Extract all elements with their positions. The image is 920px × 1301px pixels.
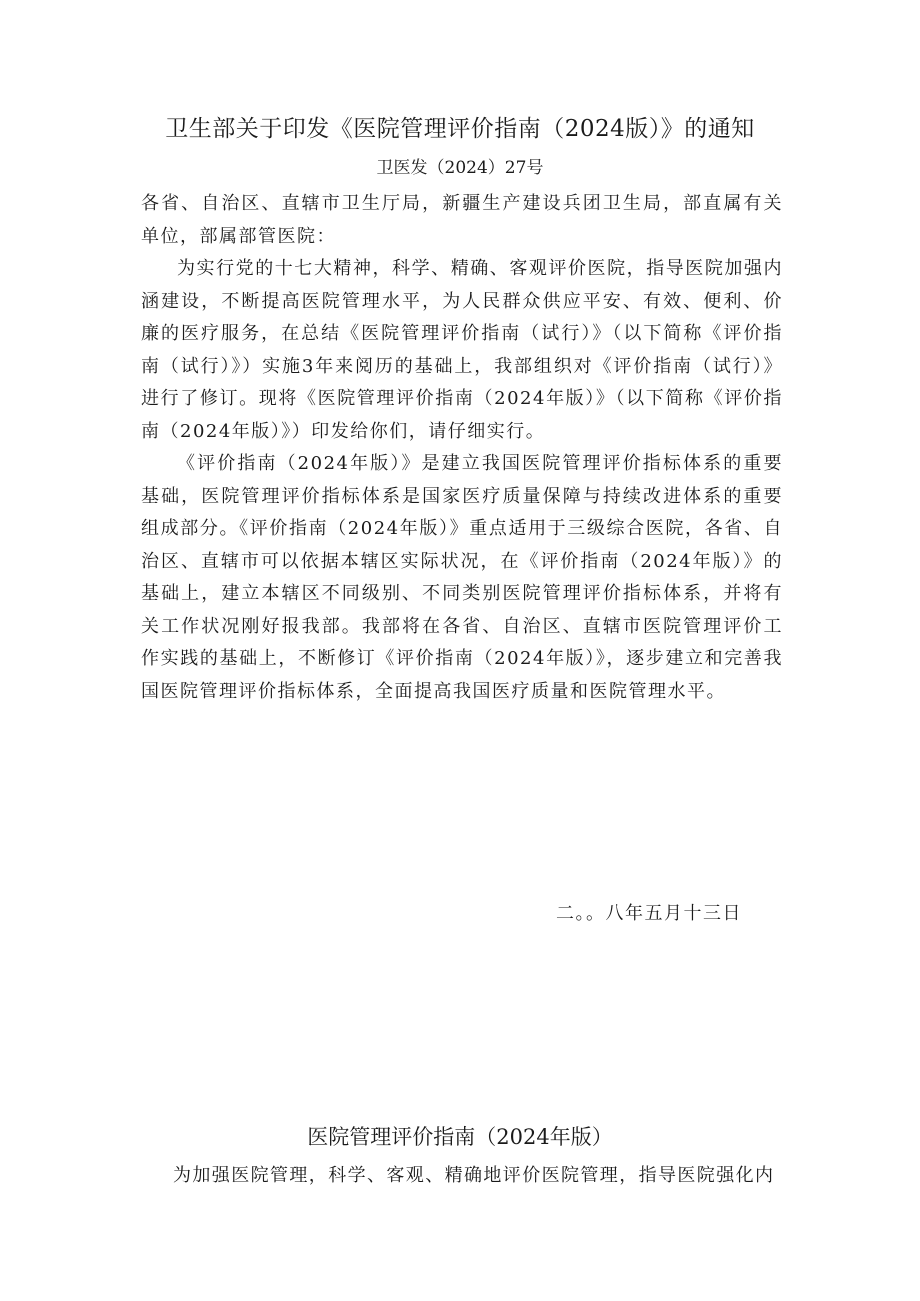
guide-title: 医院管理评价指南（2024年版） [307, 1125, 613, 1149]
notice-paragraph-2: 《评价指南（2024年版）》是建立我国医院管理评价指标体系的重要基础，医院管理评价指标体系是国家医疗质量保障与持续改进体系的重要组成部分。《评价指南（2024年版）》重点适用于三级综合医院，各省、自治区、直辖市可以依据本辖区实际状况，在《评价指南（2024年版）》的基础上，建立本辖区不同级别、不同类别医院管理评价指标体系，并将有关工作状况刚好报我部。我部将在各省、自治区、直辖市医院管理评价工作实践的基础上，不断修订《评价指南（2024年版）》，逐步建立和完善我国医院管理评价指标体系，全面提高我国医疗质量和医院管理水平。 [141, 453, 783, 702]
guide-intro-paragraph: 为加强医院管理，科学、客观、精确地评价医院管理，指导医院强化内 [173, 1165, 775, 1186]
notice-body [141, 188, 783, 708]
addressee-line: 各省、自治区、直辖市卫生厅局，新疆生产建设兵团卫生局，部直属有关单位，部属部管医院： [141, 193, 783, 247]
notice-paragraph-1: 为实行党的十七大精神，科学、精确、客观评价医院，指导医院加强内涵建设，不断提高医院管理水平，为人民群众供应平安、有效、便利、价廉的医疗服务，在总结《医院管理评价指南（试行）》（以下简称《评价指南（试行）》）实施3年来阅历的基础上，我部组织对《评价指南（试行）》进行了修订。现将《医院管理评价指南（2024年版）》（以下简称《评价指南（2024年版）》）印发给你们，请仔细实行。 [141, 258, 783, 442]
document-number: 卫医发（2024）27号 [376, 158, 544, 178]
issue-date: 二。。八年五月十三日 [556, 903, 742, 924]
notice-title: 卫生部关于印发《医院管理评价指南（2024版）》的通知 [165, 116, 755, 142]
